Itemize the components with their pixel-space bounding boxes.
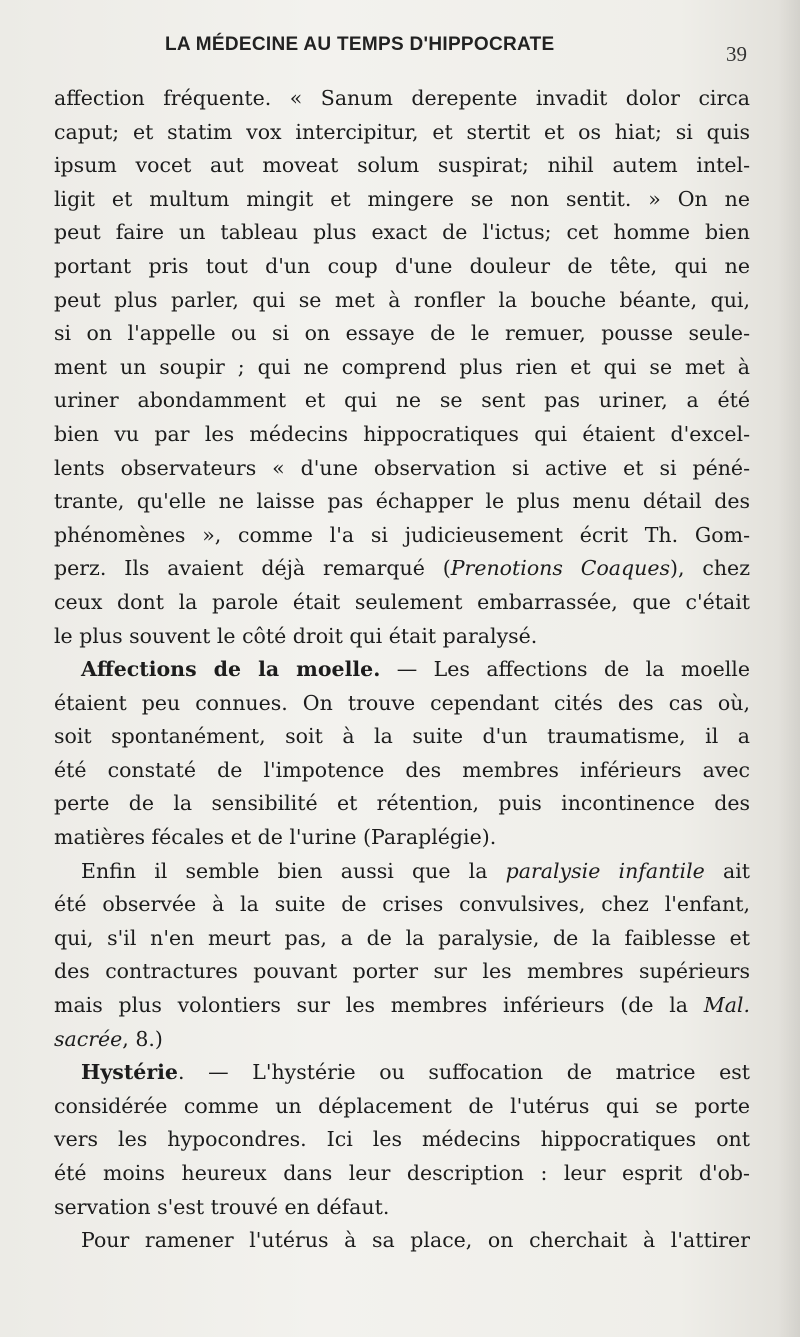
text-line: été moins heureux dans leur description : leur esprit d'ob- — [54, 1161, 750, 1185]
text-line: portant pris tout d'un coup d'une douleur de tête, qui ne — [54, 253, 750, 278]
text-line — [54, 989, 750, 1023]
text-line: été observée à la suite de crises convulsives, chez l'enfant, — [54, 892, 750, 917]
page-number: 39 — [726, 42, 747, 66]
term-paralysie-infantile: paralysie infantile — [505, 858, 705, 883]
text-span: ait — [704, 858, 750, 883]
text-line: lents observateurs « d'une observation si active et si péné- — [54, 455, 750, 480]
text-line: trante, qu'elle ne laisse pas échapper le plus menu détail des — [54, 489, 750, 514]
text-line: servation s'est trouvé en défaut. — [54, 1194, 390, 1219]
text-span: ), chez — [669, 556, 750, 581]
text-line: bien vu par les médecins hippocratiques qui étaient d'excel- — [54, 421, 750, 446]
text-line: vers les hypocondres. Ici les médecins hippocratiques ont — [54, 1127, 750, 1152]
body-text — [54, 82, 750, 1258]
text-span: Enfin il semble bien aussi que la — [81, 858, 506, 883]
text-line: caput; et statim vox intercipitur, et stertit et os hiat; si quis — [54, 119, 750, 144]
paragraph-infantile-first-line — [54, 855, 750, 889]
text-line: étaient peu connues. On trouve cependant cités des cas où, — [54, 690, 750, 715]
text-line: peut plus parler, qui se met à ronfler la bouche béante, qui, — [54, 287, 750, 312]
text-line: ceux dont la parole était seulement embarrassée, que c'était — [54, 589, 750, 614]
text-span: — Les affections de la moelle — [380, 657, 750, 682]
section-moelle-first-line — [54, 653, 750, 687]
text-line: soit spontanément, soit à la suite d'un traumatisme, il a — [54, 724, 750, 749]
text-line: Pour ramener l'utérus à sa place, on cherchait à l'attirer — [81, 1228, 750, 1253]
text-line: qui, s'il n'en meurt pas, a de la paralysie, de la faiblesse et — [54, 925, 750, 950]
text-line: ipsum vocet aut moveat solum suspirat; nihil autem intel- — [54, 153, 750, 178]
section-heading-hysterie: Hystérie — [81, 1060, 178, 1085]
text-span: mais plus volontiers sur les membres inférieurs (de la — [54, 993, 704, 1018]
text-line: été constaté de l'impotence des membres inférieurs avec — [54, 757, 750, 782]
text-line: phénomènes », comme l'a si judicieusement écrit Th. Gom- — [54, 522, 750, 547]
text-line: uriner abondamment et qui ne se sent pas uriner, a été — [54, 388, 750, 413]
citation-prenotions: Prenotions Coaques — [450, 556, 670, 581]
citation-mal: Mal. — [703, 993, 750, 1018]
text-line: affection fréquente. « Sanum derepente invadit dolor circa — [54, 86, 750, 110]
text-line: considérée comme un déplacement de l'utérus qui se porte — [54, 1093, 750, 1118]
text-span: perz. Ils avaient déjà remarqué ( — [54, 556, 451, 581]
text-line: le plus souvent le côté droit qui était paralysé. — [54, 623, 538, 648]
text-line — [54, 552, 750, 586]
text-span: . — L'hystérie ou suffocation de matrice est — [177, 1060, 750, 1085]
text-span: , 8.) — [122, 1026, 163, 1051]
text-line: ment un soupir ; qui ne comprend plus rien et qui se met à — [54, 354, 750, 379]
text-line: perte de la sensibilité et rétention, puis incontinence des — [54, 791, 750, 816]
citation-sacree: sacrée — [54, 1026, 123, 1051]
text-line: peut faire un tableau plus exact de l'ictus; cet homme bien — [54, 220, 750, 245]
text-line: matières fécales et de l'urine (Paraplégie). — [54, 825, 497, 850]
running-title: LA MÉDECINE AU TEMPS D'HIPPOCRATE — [165, 34, 555, 55]
running-header — [0, 32, 800, 66]
text-line — [54, 1023, 750, 1057]
section-heading-moelle: Affections de la moelle. — [81, 657, 381, 682]
text-line: si on l'appelle ou si on essaye de le remuer, pousse seule- — [54, 321, 750, 346]
text-line: des contractures pouvant porter sur les membres supérieurs — [54, 959, 750, 984]
section-hysterie-first-line — [54, 1056, 750, 1090]
page-edge-shadow — [778, 0, 800, 1337]
text-line: ligit et multum mingit et mingere se non sentit. » On ne — [54, 186, 750, 211]
